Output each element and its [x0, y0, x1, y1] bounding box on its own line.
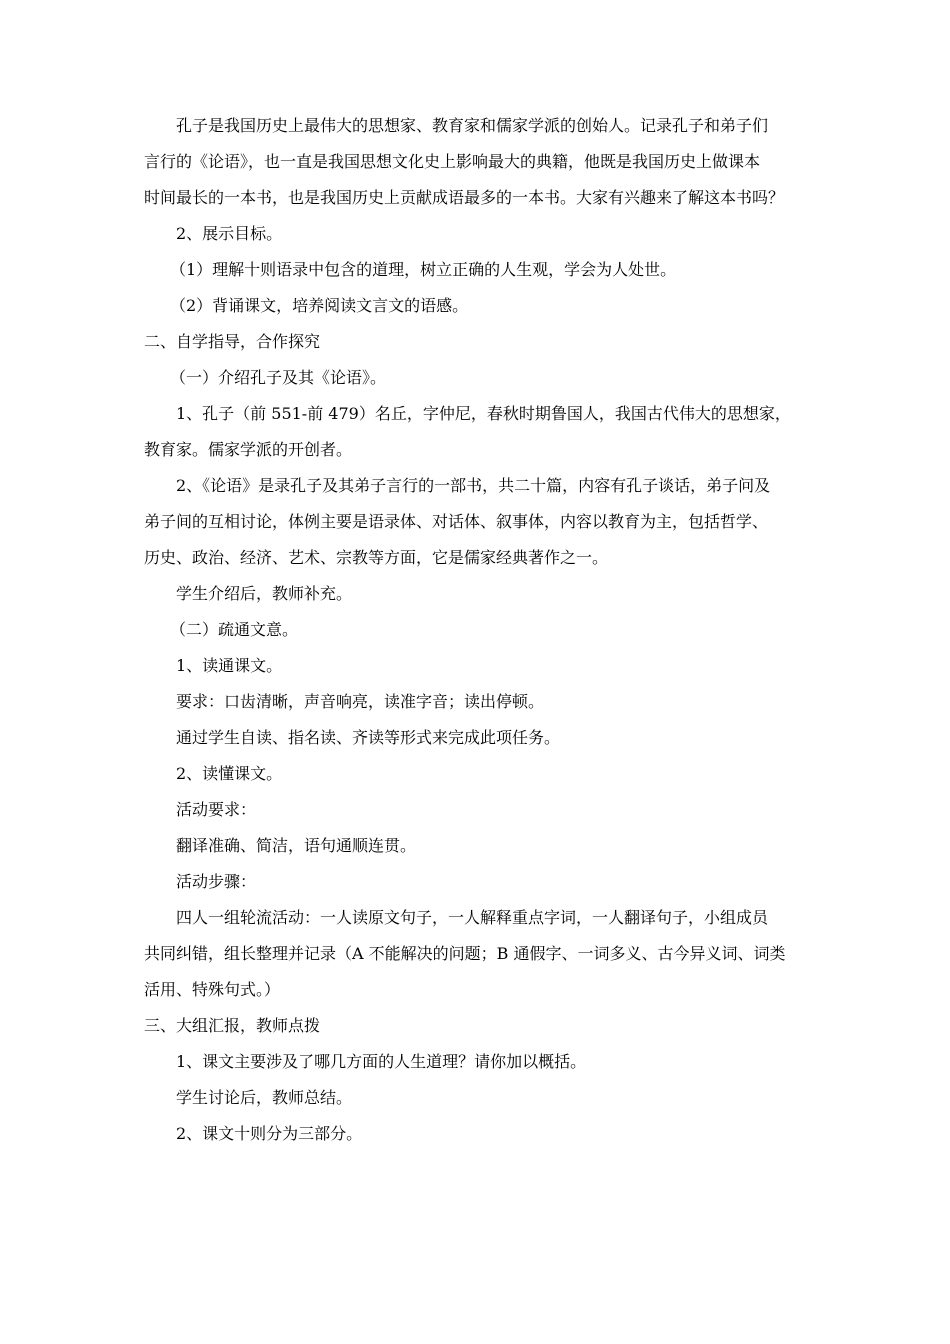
- analects-line-1: 2、《论语》是录孔子及其弟子言行的一部书，共二十篇，内容有孔子谈话，弟子问及: [176, 476, 771, 495]
- teacher-supplement: 学生介绍后，教师补充。: [176, 584, 353, 603]
- show-goals-heading: 2、展示目标。: [176, 224, 283, 243]
- activity-steps-line-3: 活用、特殊句式。）: [144, 980, 281, 999]
- confucius-line-1: 1、孔子（前 551-前 479）名丘，字仲尼，春秋时期鲁国人，我国古代伟大的思想家，: [176, 404, 791, 423]
- document-body: [144, 108, 809, 1152]
- intro-line-3: 时间最长的一本书，也是我国历史上贡献成语最多的一本书。大家有兴趣来了解这本书吗？: [144, 188, 785, 207]
- goal-2: （2）背诵课文，培养阅读文言文的语感。: [170, 296, 469, 315]
- subsection-1-heading: （一）介绍孔子及其《论语》。: [170, 368, 387, 387]
- understand-heading: 2、读懂课文。: [176, 764, 283, 783]
- section-3-heading: 三、大组汇报，教师点拨: [144, 1016, 321, 1035]
- subsection-2-heading: （二）疏通文意。: [170, 620, 299, 639]
- activity-requirements-text: 翻译准确、简洁，语句通顺连贯。: [176, 836, 417, 855]
- confucius-line-2: 教育家。儒家学派的开创者。: [144, 440, 353, 459]
- activity-steps-line-1: 四人一组轮流活动：一人读原文句子，一人解释重点字词，一人翻译句子，小组成员: [176, 908, 769, 927]
- analects-line-3: 历史、政治、经济、艺术、宗教等方面，它是儒家经典著作之一。: [144, 548, 609, 567]
- read-through-heading: 1、读通课文。: [176, 656, 283, 675]
- activity-steps-label: 活动步骤：: [176, 872, 257, 891]
- intro-line-2: 言行的《论语》，也一直是我国思想文化史上影响最大的典籍，他既是我国历史上做课本: [144, 152, 761, 171]
- analects-line-2: 弟子间的互相讨论，体例主要是语录体、对话体、叙事体，内容以教育为主，包括哲学、: [144, 512, 769, 531]
- question-1: 1、课文主要涉及了哪几方面的人生道理？请你加以概括。: [176, 1052, 587, 1071]
- goal-1: （1）理解十则语录中包含的道理，树立正确的人生观，学会为人处世。: [170, 260, 677, 279]
- activity-requirements-label: 活动要求：: [176, 800, 257, 819]
- intro-line-1: 孔子是我国历史上最伟大的思想家、教育家和儒家学派的创始人。记录孔子和弟子们: [176, 116, 769, 135]
- teacher-summary: 学生讨论后，教师总结。: [176, 1088, 353, 1107]
- activity-steps-line-2: 共同纠错，组长整理并记录（A 不能解决的问题；B 通假字、一词多义、古今异义词、词类: [144, 944, 786, 963]
- section-2-heading: 二、自学指导，合作探究: [144, 332, 321, 351]
- reading-method: 通过学生自读、指名读、齐读等形式来完成此项任务。: [176, 728, 561, 747]
- text-parts: 2、课文十则分为三部分。: [176, 1124, 363, 1143]
- reading-requirements: 要求：口齿清晰，声音响亮，读准字音；读出停顿。: [176, 692, 545, 711]
